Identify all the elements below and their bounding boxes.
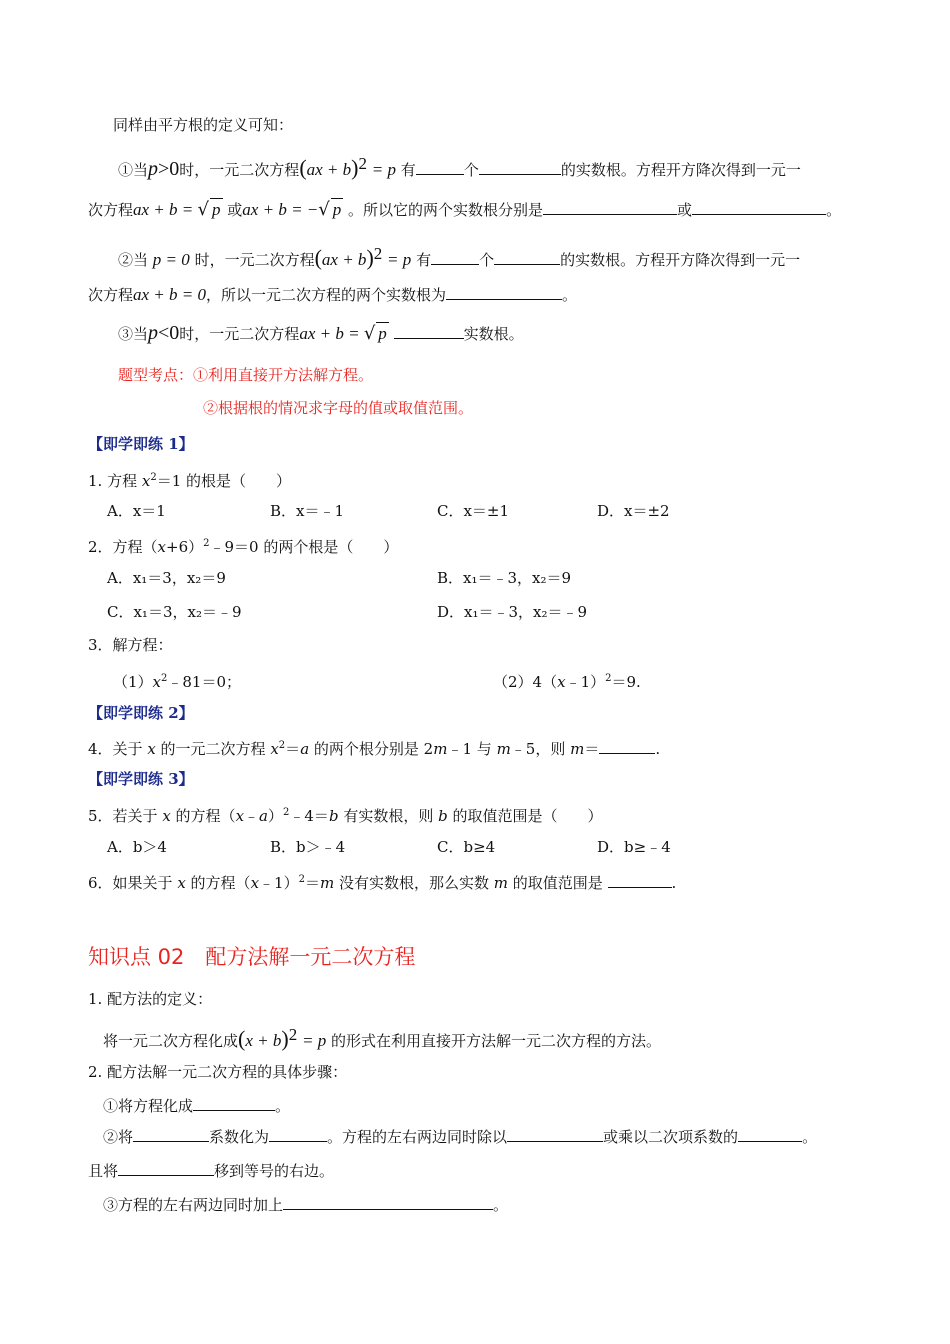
exam-points-line1 <box>118 364 373 386</box>
paren-open: ( <box>314 245 322 270</box>
case1-text-c: 个 <box>463 161 479 179</box>
case1-text-d: 的实数根。方程开方降次得到一元一 <box>560 161 801 179</box>
paren-close: ) <box>366 245 374 270</box>
case2-end: 。 <box>562 286 578 304</box>
q5-stem <box>88 802 602 827</box>
step2-end: 。 <box>802 1128 818 1146</box>
case1-gt0: >0 <box>158 158 180 180</box>
q1-option-c[interactable]: C．x＝±1 <box>437 502 510 520</box>
q5-option-b[interactable]: B．b＞﹣4 <box>270 838 346 856</box>
q2-option-a[interactable]: A．x₁＝3，x₂＝9 <box>107 569 226 587</box>
step2-blank-2[interactable] <box>269 1126 327 1142</box>
q1-var: x <box>141 472 151 490</box>
q4-g: ＝ <box>584 740 600 758</box>
q3-p2-var: x <box>557 673 566 691</box>
q2-option-c[interactable]: C．x₁＝3，x₂＝﹣9 <box>107 603 242 621</box>
def-core: x + b <box>245 1031 282 1050</box>
case1-line2-a: 次方程 <box>88 201 134 219</box>
step3-end: 。 <box>493 1196 509 1214</box>
paren-close: ) <box>351 155 359 180</box>
q1-stem <box>88 467 291 492</box>
case3-lt0: <0 <box>158 322 180 344</box>
q1-stem-b: ＝1 的根是（ ） <box>156 472 292 490</box>
q1-option-b[interactable]: B．x＝﹣1 <box>270 502 345 520</box>
case2-text-b: 有 <box>416 251 432 269</box>
case1-eq-rhs: = p <box>371 160 397 179</box>
q3-part2 <box>493 668 641 693</box>
q6-m2: m <box>493 874 508 892</box>
q3-p1-a: （1） <box>113 673 153 691</box>
case2-line1 <box>118 243 800 271</box>
case3-p: p <box>148 322 159 344</box>
q6-f: 的取值范围是 <box>507 874 608 892</box>
case3-text-a: 时，一元二次方程 <box>179 325 300 343</box>
q2-stem-c: ﹣9＝0 的两个根是（ ） <box>209 538 399 556</box>
case1-text-e: 。所以它的两个实数根分别是 <box>348 201 544 219</box>
q5-x2: x <box>235 807 245 825</box>
step2-line2 <box>88 1160 334 1182</box>
case1-sqrt-p: p <box>212 200 221 219</box>
paren-close: ) <box>281 1026 289 1051</box>
steps-title: 2. 配方法解一元二次方程的具体步骤： <box>88 1063 348 1081</box>
intro-text: 同样由平方根的定义可知： <box>113 116 294 134</box>
step3 <box>103 1194 508 1216</box>
q4-x2: x <box>270 740 279 758</box>
q4-answer-blank[interactable] <box>599 738 655 754</box>
case1-text-a: 时，一元二次方程 <box>179 161 300 179</box>
q6-exp: 2 <box>298 874 305 885</box>
paren-open: ( <box>238 1026 246 1051</box>
paren-open: ( <box>299 155 307 180</box>
case3-num: ③当 <box>118 325 149 343</box>
case2-line2 <box>88 284 577 306</box>
blank-count-1[interactable] <box>416 159 464 175</box>
step2-line2-a: 且将 <box>88 1162 119 1180</box>
q6-answer-blank[interactable] <box>608 872 672 888</box>
q5-option-c[interactable]: C．b≥4 <box>437 838 496 856</box>
step2-a: ②将 <box>103 1128 134 1146</box>
step2-b: 系数化为 <box>209 1128 270 1146</box>
q3-p2-b: ﹣1） <box>565 673 606 691</box>
def-rhs: = p <box>301 1031 327 1050</box>
q2-exp: 2 <box>203 538 210 549</box>
case2-cond: p = 0 <box>152 250 190 269</box>
step3-a: ③方程的左右两边同时加上 <box>103 1196 284 1214</box>
q4-x: x <box>147 740 156 758</box>
blank-kind-1[interactable] <box>479 159 561 175</box>
step3-blank[interactable] <box>283 1194 493 1210</box>
sqrt-icon: √ <box>197 199 209 220</box>
practice2-title: 【即学即练 2】 <box>88 704 194 722</box>
q5-x: x <box>162 807 171 825</box>
q4-c: ＝ <box>285 740 301 758</box>
q4-a: 4．关于 <box>88 740 148 758</box>
q3-p2-c: ＝9. <box>611 673 641 691</box>
q1-option-d[interactable]: D．x＝±2 <box>597 502 670 520</box>
case2-text-a: 时，一元二次方程 <box>194 251 315 269</box>
q6-c: ﹣1） <box>259 874 299 892</box>
case3-text-b: 实数根。 <box>463 325 524 343</box>
exam-point-1: ①利用直接开方法解方程。 <box>193 366 374 384</box>
step1-a: ①将方程化成 <box>103 1097 194 1115</box>
case1-eq2: ax + b = − <box>242 200 319 219</box>
case3-line <box>118 322 524 345</box>
case2-exp: 2 <box>373 244 383 263</box>
q5-c: ﹣ <box>244 807 260 825</box>
case2-text-e: ，所以一元二次方程的两个实数根为 <box>206 286 447 304</box>
def-title: 1. 配方法的定义： <box>88 990 213 1008</box>
q4-end: . <box>655 740 661 758</box>
case1-or: 或 <box>227 201 243 219</box>
q5-f: 有实数根，则 <box>338 807 439 825</box>
q3-part1 <box>113 668 241 693</box>
case2-eq-rhs: = p <box>387 250 412 269</box>
case1-num: ①当 <box>118 161 149 179</box>
step2-c: 。方程的左右两边同时除以 <box>327 1128 508 1146</box>
def-line <box>103 1024 661 1052</box>
case1-eq1: ax + b = <box>133 200 198 219</box>
q3-p2-exp: 2 <box>605 673 612 684</box>
case3-sqrt-p: p <box>378 324 387 343</box>
case2-eq: ax + b = 0 <box>133 285 207 304</box>
q6-e: 没有实数根，那么实数 <box>334 874 494 892</box>
q5-a: 5．若关于 <box>88 807 163 825</box>
case1-end: 。 <box>826 201 842 219</box>
case1-text-b: 有 <box>400 161 416 179</box>
step2-line1 <box>103 1126 817 1148</box>
q2-option-b[interactable]: B．x₁＝﹣3，x₂＝9 <box>437 569 572 587</box>
blank-case3[interactable] <box>394 323 464 339</box>
q2-option-d[interactable]: D．x₁＝﹣3，x₂＝﹣9 <box>437 603 588 621</box>
q5-option-d[interactable]: D．b≥﹣4 <box>597 838 671 856</box>
case1-eq-core: ax + b <box>306 160 352 179</box>
step2-blank-5[interactable] <box>118 1160 214 1176</box>
case2-eq-core: ax + b <box>321 250 367 269</box>
q2-stem <box>88 533 398 558</box>
q6-x: x <box>177 874 186 892</box>
q3-p1-b: ﹣81＝0； <box>167 673 242 691</box>
exam-point-2: ②根据根的情况求字母的值或取值范围。 <box>203 399 474 417</box>
practice1-title: 【即学即练 1】 <box>88 435 194 453</box>
exam-points-label: 题型考点： <box>118 366 194 384</box>
step2-blank-1[interactable] <box>133 1126 209 1142</box>
q5-b: 的方程（ <box>170 807 236 825</box>
q4-exp: 2 <box>278 740 286 751</box>
sqrt-icon: √ <box>363 323 376 344</box>
q5-d: ） <box>268 807 284 825</box>
step2-line2-b: 移到等号的右边。 <box>214 1162 335 1180</box>
q6-end: . <box>671 874 677 892</box>
def-exp: 2 <box>288 1025 298 1044</box>
case1-line2 <box>88 198 841 221</box>
q3-stem: 3．解方程： <box>88 636 173 654</box>
blank-root-3[interactable] <box>446 284 562 300</box>
q6-stem <box>88 869 676 894</box>
q2-stem-b: +6） <box>166 538 204 556</box>
case1-exp: 2 <box>358 154 367 173</box>
q6-x2: x <box>250 874 260 892</box>
q4-d: 的两个根分别是 2 <box>309 740 434 758</box>
q5-a-var: a <box>259 807 268 825</box>
case1-line1 <box>118 153 801 181</box>
step1-end: 。 <box>275 1097 291 1115</box>
q5-option-a[interactable]: A．b＞4 <box>107 838 167 856</box>
q6-d: ＝ <box>304 874 320 892</box>
def-b: 的形式在利用直接开方法解一元二次方程的方法。 <box>331 1032 662 1050</box>
q4-a-var: a <box>300 740 310 758</box>
q4-f: ﹣5，则 <box>510 740 571 758</box>
q3-p1-exp: 2 <box>161 673 168 684</box>
q4-m1: m <box>433 740 448 758</box>
step2-blank-4[interactable] <box>738 1126 802 1142</box>
step2-d: 或乘以二次项系数的 <box>603 1128 739 1146</box>
section2-heading: 知识点 02 配方法解一元二次方程 <box>88 945 416 969</box>
q6-b: 的方程（ <box>185 874 251 892</box>
q4-b: 的一元二次方程 <box>155 740 271 758</box>
sqrt-icon: √ <box>318 199 330 220</box>
step1-blank[interactable] <box>193 1095 275 1111</box>
blank-kind-2[interactable] <box>494 249 560 265</box>
q6-a: 6．如果关于 <box>88 874 178 892</box>
q1-exp: 2 <box>150 472 157 483</box>
q5-exp: 2 <box>283 807 290 818</box>
q1-stem-a: 1. 方程 <box>88 472 142 490</box>
q4-e: ﹣1 与 <box>447 740 497 758</box>
case3-eq: ax + b = <box>299 324 364 343</box>
case1-or2: 或 <box>677 201 693 219</box>
q5-b-var: b <box>328 807 339 825</box>
practice3-title: 【即学即练 3】 <box>88 770 194 788</box>
q4-m2: m <box>496 740 511 758</box>
def-a: 将一元二次方程化成 <box>103 1032 239 1050</box>
q4-m3: m <box>570 740 585 758</box>
step2-blank-3[interactable] <box>507 1126 603 1142</box>
q5-b-var2: b <box>438 807 448 825</box>
blank-root-1[interactable] <box>543 199 677 215</box>
case1-sqrt-p2: p <box>332 200 342 219</box>
q2-stem-a: 2．方程（ <box>88 538 158 556</box>
q5-e: ﹣4＝ <box>289 807 329 825</box>
q6-m: m <box>319 874 335 892</box>
q3-p2-a: （2）4（ <box>493 673 558 691</box>
q3-p1-var: x <box>152 673 162 691</box>
q5-g: 的取值范围是（ ） <box>447 807 603 825</box>
q1-option-a[interactable]: A．x＝1 <box>107 502 166 520</box>
case2-line2-a: 次方程 <box>88 286 134 304</box>
q2-var: x <box>157 538 167 556</box>
blank-root-2[interactable] <box>692 199 826 215</box>
step1 <box>103 1095 290 1117</box>
blank-count-2[interactable] <box>431 249 479 265</box>
case2-text-d: 的实数根。方程开方降次得到一元一 <box>560 251 801 269</box>
case1-p: p <box>148 158 159 180</box>
q4-stem <box>88 735 660 760</box>
case2-text-c: 个 <box>479 251 495 269</box>
case2-num: ②当 <box>118 251 149 269</box>
